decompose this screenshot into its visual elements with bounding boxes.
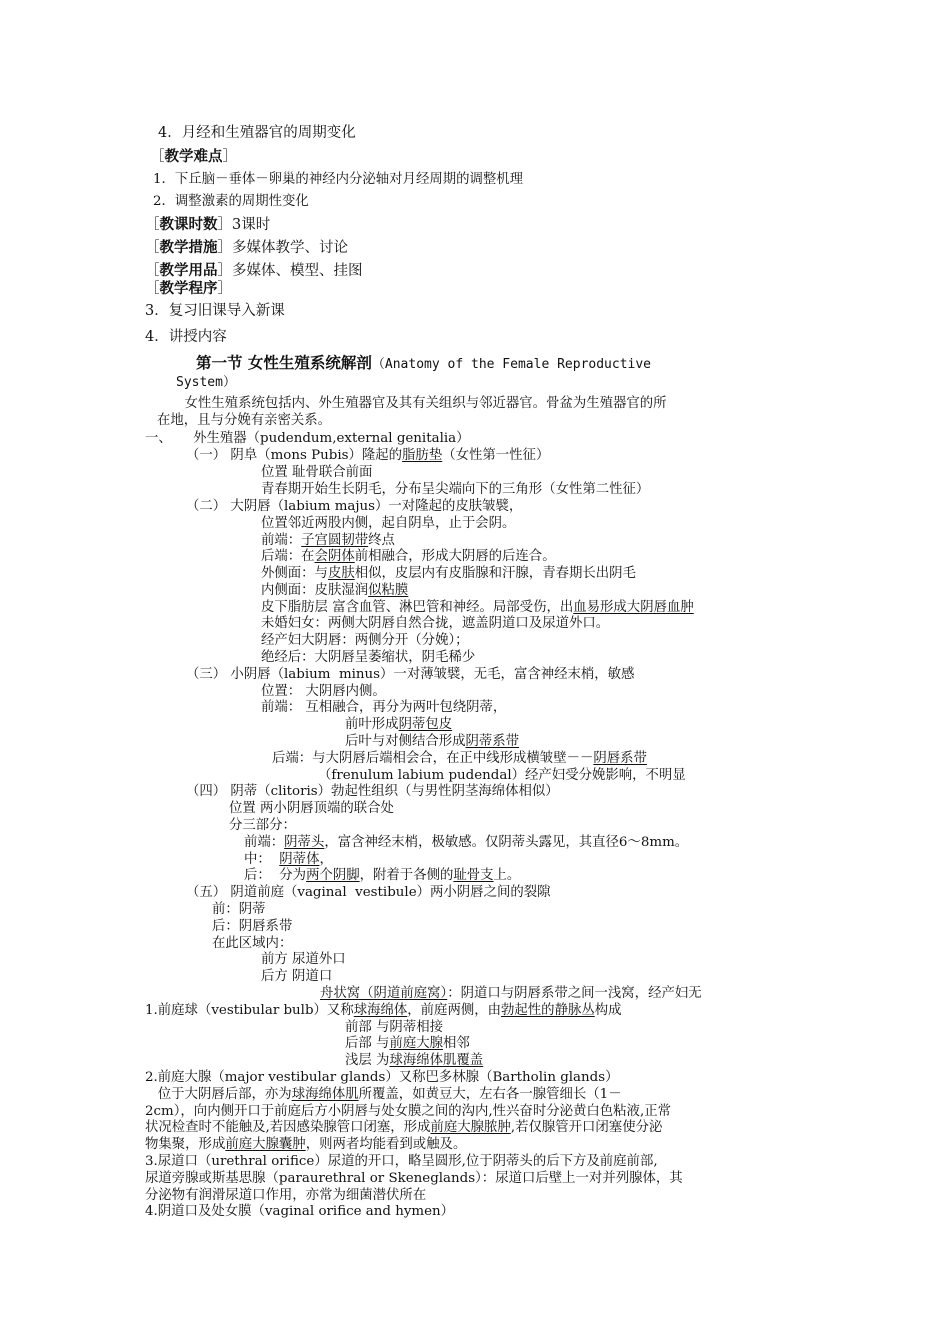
underlined-term: 血易形成大阴唇血肿 [573, 600, 694, 615]
text-line [145, 280, 232, 298]
text-line [145, 1086, 622, 1103]
text-segment: 在地，且与分娩有亲密关系。 [157, 413, 332, 428]
text-segment: 位置 两小阴唇顶端的联合处 [229, 801, 394, 816]
text-segment: 物集聚，形成 [145, 1137, 226, 1152]
underlined-term: 脂肪垫 [402, 448, 443, 463]
text-line [145, 262, 363, 280]
underlined-term: 前庭大腺囊肿 [225, 1137, 306, 1152]
underlined-term: 球海绵体肌 [291, 1087, 359, 1102]
text-line [153, 193, 309, 210]
text-segment: 位置邻近两股内侧，起自阴阜，止于会阴。 [261, 516, 516, 531]
text-line [320, 985, 702, 1002]
text-segment: 后： 分为 [244, 868, 307, 883]
underlined-term: 耻骨支 [453, 868, 494, 883]
underlined-term: 阴蒂头 [284, 835, 325, 850]
text-line [229, 800, 394, 817]
text-segment: 位置： 大阴唇内侧。 [261, 684, 386, 699]
text-segment: （三） 小阴唇（labium minus）一对薄皱襞，无毛，富含神经末梢，敏感 [186, 667, 635, 682]
text-segment: ,若仅腺管开口闭塞使分泌 [510, 1120, 663, 1135]
text-line [261, 632, 469, 649]
text-line [345, 1019, 443, 1036]
text-segment: 浅层 为 [345, 1053, 390, 1068]
text-segment: 位于大阴唇后部，亦为 [145, 1087, 292, 1102]
text-line [145, 239, 348, 257]
text-segment: System） [176, 375, 236, 390]
text-segment: 终点 [368, 533, 395, 548]
text-segment: 后方 阴道口 [261, 969, 333, 984]
text-line [261, 548, 556, 565]
text-segment: （五） 阴道前庭（vaginal vestibule）两小阴唇之间的裂隙 [186, 885, 551, 900]
text-line [212, 918, 292, 935]
text-line [261, 515, 515, 532]
text-segment: （一） 阴阜（mons Pubis）隆起的 [186, 448, 403, 463]
text-line [145, 329, 227, 346]
text-segment: 后：阴唇系带 [212, 919, 293, 934]
text-line [212, 901, 266, 918]
text-segment: ［ [145, 217, 160, 233]
text-line [176, 395, 667, 412]
text-segment: 前端： 互相融合，再分为两叶包绕阴蒂， [261, 700, 507, 715]
text-segment: 后端：在 [261, 549, 315, 564]
text-segment: ］3课时 [217, 217, 271, 233]
text-line [157, 412, 331, 429]
text-segment: 中： [244, 852, 280, 867]
text-line [150, 148, 237, 166]
text-segment: 4．讲授内容 [145, 329, 227, 345]
text-line [196, 354, 651, 373]
text-segment: （二） 大阴唇（labium majus）一对隆起的皮肤皱襞， [186, 499, 523, 514]
text-line [145, 430, 470, 447]
text-line [153, 171, 523, 188]
underlined-term: 舟状窝（阴道前庭窝） [320, 986, 448, 1001]
text-segment: 4．月经和生殖器官的周期变化 [158, 125, 356, 141]
text-segment: 教课时数 [159, 216, 218, 233]
text-segment: 2cm），向内侧开口于前庭后方小阴唇与处女膜之间的沟内,性兴奋时分泌黄白色粘液,正常 [145, 1104, 671, 1119]
text-line [261, 599, 694, 616]
text-line [345, 1035, 470, 1052]
text-line [261, 481, 649, 498]
text-segment: 绝经后：大阴唇呈萎缩状，阴毛稀少 [261, 650, 476, 665]
text-segment: 3.尿道口（urethral orifice）尿道的开口，略呈圆形,位于阴蒂头的后下方及前庭前部, [145, 1154, 658, 1169]
underlined-term: 前庭大腺脓肿 [430, 1120, 511, 1135]
text-line [261, 565, 636, 582]
text-segment: ，附着于各侧的 [359, 868, 454, 883]
text-segment: ］ [222, 149, 237, 165]
text-segment: 前：阴蒂 [212, 902, 266, 917]
text-segment: 前端： [261, 533, 302, 548]
text-line [272, 750, 647, 767]
text-segment: ［ [150, 149, 165, 165]
text-segment: ［ [145, 240, 160, 256]
text-line [186, 666, 634, 683]
text-line [261, 582, 408, 599]
text-line [261, 951, 346, 968]
text-segment: 一、 外生殖器（pudendum,external genitalia） [145, 431, 470, 446]
text-segment: （frenulum labium pudendal）经产妇受分娩影响，不明显 [318, 768, 686, 783]
text-line [145, 1187, 426, 1204]
underlined-term: 两个阴脚 [306, 868, 360, 883]
underlined-term: 球海绵体肌覆盖 [389, 1053, 484, 1068]
text-line [145, 1136, 466, 1153]
text-line [145, 1153, 658, 1170]
text-line [261, 649, 475, 666]
text-segment: 外侧面：与 [261, 566, 328, 581]
text-segment: ，前庭两侧，由 [407, 1003, 502, 1018]
underlined-term: 阴蒂系带 [465, 734, 520, 749]
text-line [145, 1069, 619, 1086]
text-segment: 后端：与大阴唇后端相会合，在正中线形成横皱壁－－ [272, 751, 594, 766]
text-line [261, 683, 386, 700]
underlined-term: 阴唇系带 [593, 751, 647, 766]
text-line [145, 1119, 662, 1136]
text-segment: ］ [217, 281, 232, 297]
text-segment: 3．复习旧课导入新课 [145, 303, 285, 319]
text-segment: 在此区域内： [212, 936, 293, 951]
text-segment: ［ [145, 263, 160, 279]
text-segment: 前端： [244, 835, 285, 850]
text-line [186, 447, 549, 464]
text-line [145, 303, 285, 320]
text-segment: 上。 [493, 868, 521, 883]
text-line [261, 532, 395, 549]
text-line [145, 1103, 671, 1120]
text-segment: （四） 阴蒂（clitoris）勃起性组织（与男性阴茎海绵体相似） [186, 784, 559, 799]
text-segment: 相似，皮层内有皮脂腺和汗腺，青春期长出阴毛 [354, 566, 636, 581]
text-line [244, 867, 520, 884]
text-segment: 构成 [594, 1003, 622, 1018]
text-segment: 1．下丘脑－垂体－卵巢的神经内分泌轴对月经周期的调整机理 [153, 172, 524, 187]
text-segment: ， [319, 852, 333, 867]
text-segment: ，富含神经末梢，极敏感。仅阴蒂头露见，其直径6～8mm。 [324, 835, 689, 850]
text-line [244, 834, 688, 851]
text-line [345, 1052, 483, 1069]
text-segment: 经产妇大阴唇：两侧分开（分娩）； [261, 633, 469, 648]
text-segment: （女性第一性征） [442, 448, 550, 463]
text-segment: ］多媒体、模型、挂图 [217, 263, 363, 279]
text-segment: 4.阴道口及处女膜（vaginal orifice and hymen） [145, 1204, 455, 1219]
text-segment: 未婚妇女：两侧大阴唇自然合拢，遮盖阴道口及尿道外口。 [261, 616, 610, 631]
text-segment: ，则两者均能看到或触及。 [305, 1137, 467, 1152]
underlined-term: 子宫圆韧带 [301, 533, 369, 548]
text-segment: 教学措施 [159, 239, 218, 256]
text-segment: 1.前庭球（vestibular bulb）又称 [145, 1003, 354, 1018]
text-segment: 后部 与 [345, 1036, 390, 1051]
text-segment: 前方 尿道外口 [261, 952, 346, 967]
text-line [176, 374, 236, 391]
text-line [244, 851, 333, 868]
text-line [345, 716, 452, 733]
text-segment: 后叶与对侧结合形成 [345, 734, 466, 749]
text-line [261, 615, 609, 632]
text-segment: 2.前庭大腺（major vestibular glands）又称巴多林腺（Bartholin glands） [145, 1070, 619, 1085]
text-segment: 教学程序 [159, 280, 218, 297]
text-line [186, 884, 551, 901]
underlined-term: 球海绵体 [353, 1003, 408, 1018]
text-segment: 青春期开始生长阴毛，分布呈尖端向下的三角形（女性第二性征） [261, 482, 650, 497]
underlined-term: 会阴体 [314, 549, 355, 564]
underlined-term: 阴蒂体 [279, 852, 320, 867]
text-segment: 所覆盖，如黄豆大，左右各一腺管细长（1－ [358, 1087, 622, 1102]
underlined-term: 勃起性的静脉丛 [501, 1003, 595, 1018]
text-segment: 分泌物有润滑尿道口作用，亦常为细菌潜伏所在 [145, 1188, 427, 1203]
text-segment: 前相融合，形成大阴唇的后连合。 [354, 549, 556, 564]
text-segment: ［ [145, 281, 160, 297]
text-line [145, 1170, 683, 1187]
text-line [158, 125, 356, 142]
text-line [212, 935, 292, 952]
text-segment: 位置 耻骨联合前面 [261, 465, 373, 480]
text-line [261, 968, 332, 985]
text-segment: 相邻 [443, 1036, 470, 1051]
text-segment: 2．调整激素的周期性变化 [153, 194, 309, 209]
text-segment: ：阴道口与阴唇系带之间一浅窝，经产妇无 [447, 986, 702, 1001]
underlined-term: 前庭大腺 [389, 1036, 443, 1051]
text-segment: 分三部分： [229, 818, 296, 833]
text-line [186, 783, 559, 800]
text-segment: 女性生殖系统包括内、外生殖器官及其有关组织与邻近器官。骨盆为生殖器官的所 [176, 396, 667, 411]
text-line [145, 216, 270, 234]
text-line [261, 699, 506, 716]
text-segment: 皮下脂肪层 富含血管、淋巴管和神经。局部受伤，出 [261, 600, 574, 615]
text-line [261, 464, 372, 481]
text-segment: 状况检查时不能触及,若因感染腺管口闭塞，形成 [145, 1120, 431, 1135]
text-segment: 前叶形成 [345, 717, 399, 732]
text-segment: （Anatomy of the Female Reproductive [371, 357, 652, 372]
text-line [145, 1203, 454, 1220]
underlined-term: 皮肤 [327, 566, 355, 581]
text-segment: 前部 与阴蒂相接 [345, 1020, 443, 1035]
text-line [229, 817, 296, 834]
text-segment: 教学用品 [159, 262, 218, 279]
text-segment: 第一节 女性生殖系统解剖 [196, 353, 372, 372]
text-line [186, 498, 522, 515]
text-line [345, 733, 519, 750]
text-segment: 尿道旁腺或斯基思腺（paraurethral or Skeneglands）：尿道口后壁上一对并列腺体，其 [145, 1171, 683, 1186]
text-segment: 教学难点 [164, 148, 223, 165]
underlined-term: 似粘膜 [368, 583, 409, 598]
text-segment: 内侧面：皮肤湿润 [261, 583, 369, 598]
text-line [145, 1002, 622, 1019]
underlined-term: 阴蒂包皮 [398, 717, 453, 732]
text-segment: ］多媒体教学、讨论 [217, 240, 348, 256]
text-line [318, 767, 686, 784]
